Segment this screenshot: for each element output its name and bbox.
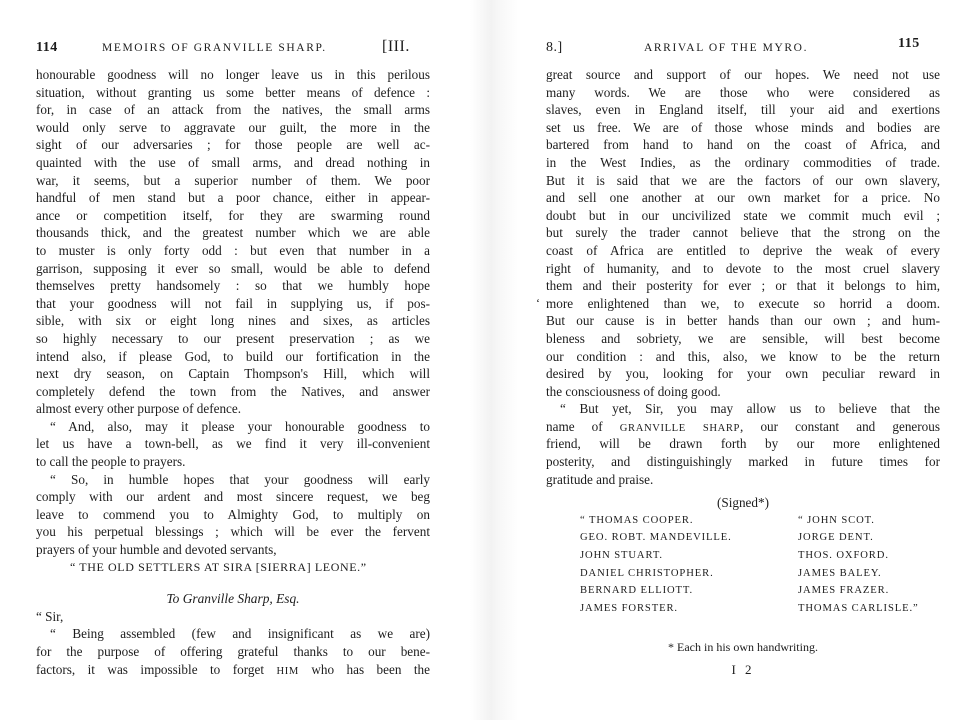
letter-salutation: “ Sir,: [36, 608, 64, 624]
text-line: you his perpetual blessings ; which will be ever the fervent: [36, 524, 430, 540]
signatory-row: [546, 512, 940, 530]
signatory: THOS. OXFORD.: [798, 550, 889, 562]
signatory: JOHN STUART.: [580, 550, 663, 562]
signatory: JAMES FRAZER.: [798, 585, 890, 597]
text-line: name of GRANVILLE SHARP, our constant and generous: [546, 418, 940, 434]
text-line: ‘ more enlightened than we, to execute so horrid a doom.: [536, 295, 940, 311]
right-page-text: [536, 66, 940, 617]
signatory-row: [546, 547, 940, 565]
text-line: let us have a town-bell, as we find it very ill-convenient: [36, 436, 430, 452]
text-line: But it is said that we are the factors of our own slavery,: [546, 172, 940, 188]
chapter-marker: 8.]: [546, 40, 563, 55]
chapter-marker: [III.: [382, 38, 410, 55]
text-line: gratitude and praise.: [546, 471, 654, 487]
text-line: war, it seems, but a superior number of them. We poor: [36, 172, 430, 188]
running-head: ARRIVAL OF THE MYRO.: [644, 42, 809, 54]
signatory: BERNARD ELLIOTT.: [580, 585, 694, 597]
text-line: in the West Indies, as the ordinary commodities of trade.: [546, 154, 940, 170]
running-head: MEMOIRS OF GRANVILLE SHARP.: [102, 42, 327, 54]
printer-signature-mark: I 2: [731, 662, 755, 677]
small-caps-name: GRANVILLE SHARP: [619, 422, 741, 434]
text-line: prayers of your humble and devoted servants,: [36, 542, 277, 558]
signatory: DANIEL CHRISTOPHER.: [580, 567, 714, 579]
left-page-header: [36, 38, 430, 58]
text-line: right of humanity, and to devote to the most cruel slavery: [546, 260, 940, 276]
small-caps-him: HIM: [276, 665, 299, 677]
signatory: “ THOMAS COOPER.: [580, 514, 694, 526]
text-line: set us free. We are of those whose minds and bodies are: [546, 119, 940, 135]
text-line: for the purpose of offering grateful thanks to our bene-: [36, 644, 430, 659]
text-line: to call the people to prayers.: [36, 454, 186, 470]
text-line: situation, without granting us some better means of defence :: [36, 84, 430, 100]
text-line: But our cause is in better hands than our own ; and hum-: [546, 313, 940, 329]
text-line: our condition : and this, also, we know to be the return: [546, 348, 940, 364]
signatory: THOMAS CARLISLE.”: [798, 602, 919, 614]
text-line: that your goodness will not fail in supplying us, if pos-: [36, 295, 430, 311]
signatory: GEO. ROBT. MANDEVILLE.: [580, 532, 732, 544]
letter-address: To Granville Sharp, Esq.: [166, 591, 300, 607]
text-line: next dry season, on Captain Thompson's Hill, which will: [36, 366, 430, 382]
book-gutter: [470, 0, 518, 720]
signatory-row: [546, 529, 940, 547]
text-line: thousands thick, and the greatest number which we are able: [36, 225, 430, 241]
text-line: coast of Africa are entitled to deprive the weak of every: [546, 242, 940, 258]
text-line: bartered from hand to hand on the coast of Africa, and: [546, 137, 940, 153]
signatory-row: [546, 565, 940, 583]
signatories-table: [546, 512, 940, 618]
text-line: “ So, in humble hopes that your goodness will early: [50, 471, 430, 487]
signatory: JORGE DENT.: [798, 532, 874, 544]
text-line: intend also, if please God, to build our fortification in the: [36, 348, 430, 364]
right-page-header: [546, 38, 940, 58]
text-line: completely defend the town from the Natives, and answer: [36, 383, 430, 399]
margin-mark: ‘: [536, 295, 540, 310]
text-line: factors, it was impossible to forget HIM who has been the: [36, 661, 431, 677]
text-line: garrison, supposing it ever so small, would be able to defend: [36, 260, 430, 276]
text-line: themselves pretty handsomely : so that we humbly hope: [36, 278, 430, 294]
text-line: friend, will be drawn forth by our more enlightened: [546, 436, 940, 452]
text-line: sight of our adversaries ; for those people are well ac-: [36, 137, 430, 153]
signatory: JAMES BALEY.: [798, 567, 882, 579]
text-line: “ And, also, may it please your honourable goodness to: [50, 418, 430, 434]
signatory: JAMES FORSTER.: [580, 602, 678, 614]
signed-label: (Signed*): [716, 495, 769, 511]
text-line: posterity, and distinguishingly marked in future times for: [546, 454, 940, 470]
text-line: sible, with six or eight long nines and sixes, as articles: [36, 313, 430, 329]
text-line: doubt but in our uncivilized state we commit much evil ;: [546, 207, 940, 223]
text-line: honourable goodness will no longer leave us in this perilous: [36, 67, 430, 82]
text-line: and sell one another at our own market for a price. No: [546, 190, 940, 206]
text-line: quainted with the use of small arms, and dread nothing in: [36, 154, 430, 170]
text-line: would only serve to aggravate our guilt, the more in the: [36, 119, 430, 135]
page-number: 115: [898, 36, 920, 51]
text-line: slaves, even in England itself, till your aid and exertions: [546, 102, 940, 118]
text-line: the consciousness of doing good.: [546, 383, 721, 399]
footnote: * Each in his own handwriting.: [668, 640, 818, 654]
text-line: “ Being assembled (few and insignificant as we are): [50, 626, 430, 642]
text-line: comply with our ardent and most sincere request, we beg: [36, 489, 430, 505]
signatory-row: [546, 600, 940, 618]
text-line: for, in case of an attack from the natives, the small arms: [36, 102, 430, 118]
text-line: them and their posterity for ever ; or that it belongs to him,: [546, 278, 940, 294]
left-page-text: [36, 66, 430, 678]
text-line: but surely the trader cannot believe that the strong on the: [546, 225, 940, 241]
signatory: “ JOHN SCOT.: [798, 514, 875, 526]
text-line: leave to commend you to Almighty God, to multiply on: [36, 506, 430, 522]
text-line: many words. We are those who were considered as: [546, 84, 940, 100]
text-line: to muster is only forty odd : but even that number in a: [36, 242, 430, 258]
page-number: 114: [36, 40, 58, 55]
text-line: so highly necessary to our present preservation ; as we: [36, 330, 430, 346]
text-line: almost every other purpose of defence.: [36, 401, 242, 417]
text-line: great source and support of our hopes. We need not use: [546, 67, 940, 82]
text-line: ance or competition itself, for they are swarming round: [36, 207, 430, 223]
letter-signoff: “ THE OLD SETTLERS AT SIRA [SIERRA] LEONE.”: [70, 559, 367, 574]
text-line: “ But yet, Sir, you may allow us to believe that the: [560, 401, 940, 417]
signatory-row: [546, 582, 940, 600]
text-line: desired by you, looking for your own peculiar reward in: [546, 366, 940, 382]
text-line: handful of men stand but a poor chance, either in appear-: [36, 190, 430, 206]
text-line: bleness and sobriety, we are sensible, will best become: [546, 330, 940, 346]
